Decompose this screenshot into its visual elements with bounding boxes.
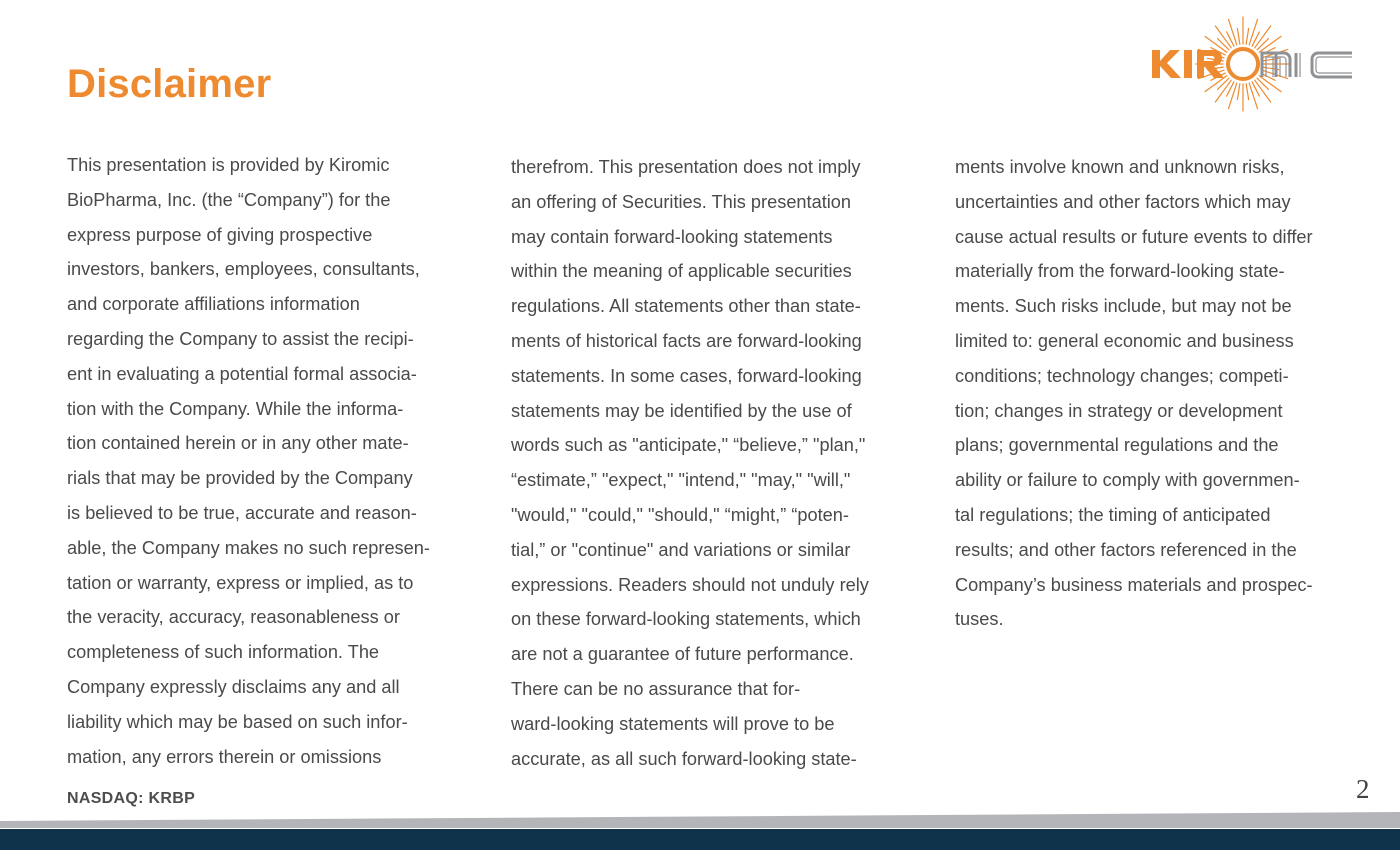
disclaimer-line: is believed to be true, accurate and reason- bbox=[67, 502, 417, 523]
page-number: 2 bbox=[1356, 774, 1370, 804]
disclaimer-line: ments of historical facts are forward-looking bbox=[511, 330, 862, 351]
sunburst-ray bbox=[1257, 78, 1268, 89]
disclaimer-line: limited to: general economic and business bbox=[955, 330, 1294, 351]
disclaimer-line: words such as "anticipate," “believe,” "plan," bbox=[511, 435, 866, 456]
disclaimer-line: cause actual results or future events to differ bbox=[955, 226, 1313, 247]
disclaimer-line: on these forward-looking statements, which bbox=[511, 609, 861, 630]
disclaimer-line: tion; changes in strategy or development bbox=[955, 400, 1283, 421]
disclaimer-line: “estimate,” "expect," "intend," "may," "will," bbox=[511, 470, 851, 491]
disclaimer-line: conditions; technology changes; competi- bbox=[955, 365, 1289, 386]
disclaimer-line: BioPharma, Inc. (the “Company”) for the bbox=[67, 189, 391, 210]
footer-gray-stripe bbox=[0, 812, 1400, 828]
disclaimer-line: This presentation is provided by Kiromic bbox=[67, 155, 390, 175]
sunburst-ray bbox=[1246, 28, 1249, 44]
disclaimer-line: therefrom. This presentation does not imply bbox=[511, 157, 861, 177]
disclaimer-line: the veracity, accuracy, reasonableness or bbox=[67, 607, 400, 628]
disclaimer-line: tion with the Company. While the informa- bbox=[67, 398, 404, 419]
disclaimer-line: within the meaning of applicable securities bbox=[511, 261, 852, 282]
sunburst-ray bbox=[1257, 39, 1268, 50]
disclaimer-line: tion contained herein or in any other mate- bbox=[67, 433, 409, 454]
disclaimer-line: ability or failure to comply with governmen- bbox=[955, 470, 1300, 491]
footer-bar bbox=[0, 810, 1400, 850]
sunburst-ray bbox=[1228, 83, 1236, 109]
disclaimer-line: investors, bankers, employees, consultants, bbox=[67, 259, 420, 280]
disclaimer-column-1 bbox=[67, 148, 462, 774]
sunburst-ray bbox=[1218, 39, 1229, 50]
disclaimer-line: rials that may be provided by the Company bbox=[67, 468, 413, 489]
sunburst-ray bbox=[1237, 28, 1240, 44]
sunburst-ray bbox=[1228, 19, 1236, 45]
disclaimer-line: expressions. Readers should not unduly rely bbox=[511, 574, 869, 595]
disclaimer-column-3 bbox=[955, 150, 1350, 637]
sunburst-ray bbox=[1246, 84, 1249, 100]
disclaimer-line: uncertainties and other factors which may bbox=[955, 191, 1291, 212]
disclaimer-line: Company expressly disclaims any and all bbox=[67, 676, 400, 697]
disclaimer-line: statements. In some cases, forward-looking bbox=[511, 365, 862, 386]
disclaimer-line: accurate, as all such forward-looking state- bbox=[511, 748, 857, 769]
disclaimer-line: ments involve known and unknown risks, bbox=[955, 157, 1285, 177]
disclaimer-line: "would," "could," "should," “might,” “poten- bbox=[511, 504, 849, 525]
kiromic-logo bbox=[1146, 14, 1360, 112]
disclaimer-line: and corporate affiliations information bbox=[67, 294, 360, 315]
footer-navy-band bbox=[0, 829, 1400, 850]
disclaimer-line: There can be no assurance that for- bbox=[511, 678, 801, 699]
disclaimer-line: may contain forward-looking statements bbox=[511, 226, 833, 247]
page-title: Disclaimer bbox=[67, 62, 272, 106]
disclaimer-line: statements may be identified by the use of bbox=[511, 400, 852, 421]
sunburst-ray bbox=[1249, 19, 1257, 45]
disclaimer-line: able, the Company makes no such represen- bbox=[67, 537, 430, 558]
disclaimer-line: plans; governmental regulations and the bbox=[955, 435, 1279, 456]
disclaimer-line: regarding the Company to assist the recipi- bbox=[67, 328, 414, 349]
disclaimer-line: express purpose of giving prospective bbox=[67, 224, 373, 245]
sunburst-ray bbox=[1237, 84, 1240, 100]
disclaimer-column-2 bbox=[511, 150, 906, 776]
disclaimer-line: tial,” or "continue" and variations or similar bbox=[511, 539, 851, 560]
disclaimer-line: materially from the forward-looking state- bbox=[955, 261, 1285, 282]
disclaimer-line: regulations. All statements other than state- bbox=[511, 296, 861, 317]
disclaimer-line: completeness of such information. The bbox=[67, 642, 380, 663]
disclaimer-line: liability which may be based on such infor- bbox=[67, 711, 408, 732]
disclaimer-line: ent in evaluating a potential formal associa- bbox=[67, 363, 417, 384]
disclaimer-line: are not a guarantee of future performance. bbox=[511, 644, 854, 665]
nasdaq-ticker: NASDAQ: KRBP bbox=[67, 790, 196, 807]
disclaimer-line: results; and other factors referenced in the bbox=[955, 539, 1297, 560]
disclaimer-line: tation or warranty, express or implied, as to bbox=[67, 572, 414, 593]
disclaimer-line: mation, any errors therein or omissions bbox=[67, 746, 382, 767]
disclaimer-line: an offering of Securities. This presentation bbox=[511, 191, 852, 212]
sunburst-ray bbox=[1249, 83, 1257, 109]
disclaimer-line: tal regulations; the timing of anticipated bbox=[955, 504, 1271, 525]
disclaimer-line: tuses. bbox=[955, 609, 1004, 630]
sunburst-ray bbox=[1218, 78, 1229, 89]
disclaimer-line: ments. Such risks include, but may not be bbox=[955, 296, 1292, 317]
disclaimer-line: Company’s business materials and prospec- bbox=[955, 574, 1313, 595]
disclaimer-line: ward-looking statements will prove to be bbox=[511, 713, 835, 734]
